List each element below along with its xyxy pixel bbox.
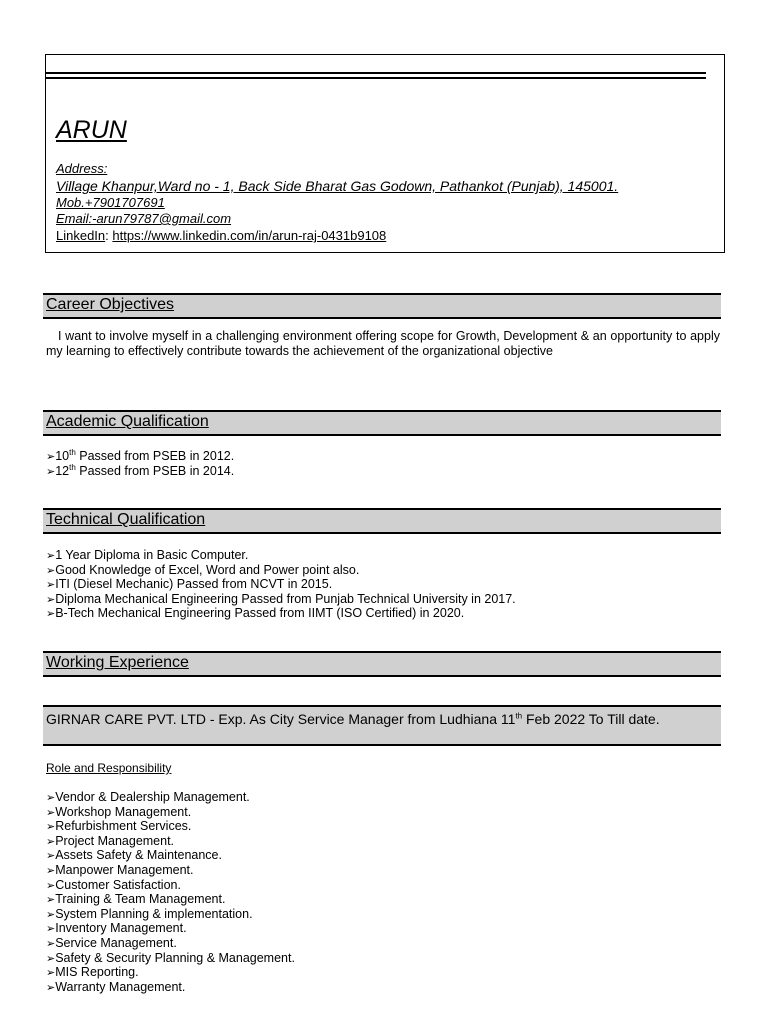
list-item: [46, 936, 295, 951]
responsibilities-list: [46, 790, 295, 994]
list-item: [46, 449, 234, 464]
item-superscript: th: [69, 447, 76, 457]
item-text: Refurbishment Services.: [55, 819, 192, 834]
arrow-bullet-icon: ➢: [46, 849, 56, 863]
arrow-bullet-icon: ➢: [46, 922, 56, 936]
section-title: Working Experience: [46, 654, 189, 671]
arrow-bullet-icon: ➢: [46, 549, 56, 562]
arrow-bullet-icon: ➢: [46, 805, 56, 819]
address-label: Address:: [56, 161, 108, 176]
item-text: B-Tech Mechanical Engineering Passed from IIMT (ISO Certified) in 2020.: [55, 606, 465, 621]
job-text: GIRNAR CARE PVT. LTD - Exp. As City Service Manager from Ludhiana 11: [46, 711, 516, 727]
arrow-bullet-icon: ➢: [46, 578, 56, 592]
item-text: Assets Safety & Maintenance.: [55, 848, 222, 863]
item-text: Manpower Management.: [55, 862, 194, 877]
section-title: Career Objectives: [46, 296, 175, 313]
job-text: Feb 2022 To Till date.: [522, 711, 660, 727]
item-text: Service Management.: [55, 935, 177, 950]
item-text: MIS Reporting.: [55, 965, 139, 980]
item-text: ITI (Diesel Mechanic) Passed from NCVT in 2015.: [55, 577, 333, 592]
list-item: [46, 790, 295, 805]
arrow-bullet-icon: ➢: [46, 966, 56, 980]
item-text: Workshop Management.: [55, 804, 192, 819]
item-text: Vendor & Dealership Management.: [55, 790, 250, 804]
item-text: System Planning & implementation.: [55, 906, 253, 921]
linkedin-separator: :: [105, 228, 113, 243]
job-entry-banner: [43, 705, 721, 746]
list-item: [46, 592, 516, 607]
list-item: [46, 464, 234, 479]
item-text: Project Management.: [55, 833, 175, 848]
list-item: [46, 907, 295, 922]
list-item: [46, 805, 295, 820]
section-career-objectives: [43, 293, 721, 319]
candidate-name: ARUN: [56, 116, 127, 144]
list-item: [46, 819, 295, 834]
linkedin-label: LinkedIn: [56, 228, 106, 243]
role-heading: Role and Responsibility: [46, 761, 172, 775]
arrow-bullet-icon: ➢: [46, 592, 56, 606]
item-text: Passed from PSEB in 2014.: [75, 463, 235, 478]
list-item: [46, 863, 295, 878]
header-rule-top: [46, 72, 706, 74]
job-superscript: th: [515, 711, 523, 721]
list-item: [46, 965, 295, 980]
header-rule-bottom: [46, 77, 706, 79]
list-item: [46, 951, 295, 966]
item-text: 12: [55, 463, 70, 478]
arrow-bullet-icon: ➢: [46, 563, 56, 577]
arrow-bullet-icon: ➢: [46, 464, 56, 478]
list-item: [46, 548, 516, 563]
arrow-bullet-icon: ➢: [46, 450, 56, 463]
list-item: [46, 980, 295, 995]
item-text: Customer Satisfaction.: [55, 877, 181, 892]
arrow-bullet-icon: ➢: [46, 936, 56, 950]
item-text: 1 Year Diploma in Basic Computer.: [55, 548, 249, 562]
arrow-bullet-icon: ➢: [46, 980, 56, 994]
arrow-bullet-icon: ➢: [46, 834, 56, 848]
list-item: [46, 834, 295, 849]
item-text: Safety & Security Planning & Management.: [55, 950, 295, 965]
section-working-experience: [43, 651, 721, 677]
section-academic-qualification: [43, 410, 721, 436]
arrow-bullet-icon: ➢: [46, 863, 56, 877]
email-address: Email:-arun79787@gmail.com: [56, 211, 232, 226]
job-entry-text: [46, 711, 716, 727]
arrow-bullet-icon: ➢: [46, 907, 56, 921]
arrow-bullet-icon: ➢: [46, 791, 56, 804]
list-item: [46, 892, 295, 907]
linkedin-link[interactable]: https://www.linkedin.com/in/arun-raj-0431b9108: [112, 228, 387, 243]
item-text: 10: [55, 449, 70, 463]
item-text: Training & Team Management.: [55, 892, 226, 907]
linkedin-line: [56, 228, 386, 243]
address: Village Khanpur,Ward no - 1, Back Side Bharat Gas Godown, Pathankot (Punjab), 145001.: [56, 178, 619, 194]
item-text: Inventory Management.: [55, 921, 187, 936]
item-text: Passed from PSEB in 2012.: [75, 449, 235, 463]
section-technical-qualification: [43, 508, 721, 534]
list-item: [46, 563, 516, 578]
arrow-bullet-icon: ➢: [46, 878, 56, 892]
academic-list: [46, 449, 234, 478]
technical-list: [46, 548, 516, 621]
item-superscript: th: [69, 462, 76, 472]
section-title: Academic Qualification: [46, 413, 209, 430]
list-item: [46, 921, 295, 936]
list-item: [46, 577, 516, 592]
item-text: Warranty Management.: [55, 979, 186, 994]
career-objective-text: I want to involve myself in a challenging environment offering scope for Growth, Development & an opportunity to apply my learning to effectively contribute towards the achievement of the organizational objective: [46, 329, 720, 358]
mobile-number: Mob.+7901707691: [56, 195, 165, 210]
arrow-bullet-icon: ➢: [46, 607, 56, 621]
list-item: [46, 606, 516, 621]
arrow-bullet-icon: ➢: [46, 893, 56, 907]
arrow-bullet-icon: ➢: [46, 951, 56, 965]
arrow-bullet-icon: ➢: [46, 820, 56, 834]
list-item: [46, 848, 295, 863]
contact-header: [45, 54, 725, 253]
item-text: Good Knowledge of Excel, Word and Power point also.: [55, 562, 360, 577]
section-title: Technical Qualification: [46, 511, 206, 528]
list-item: [46, 878, 295, 893]
item-text: Diploma Mechanical Engineering Passed from Punjab Technical University in 2017.: [55, 591, 516, 606]
